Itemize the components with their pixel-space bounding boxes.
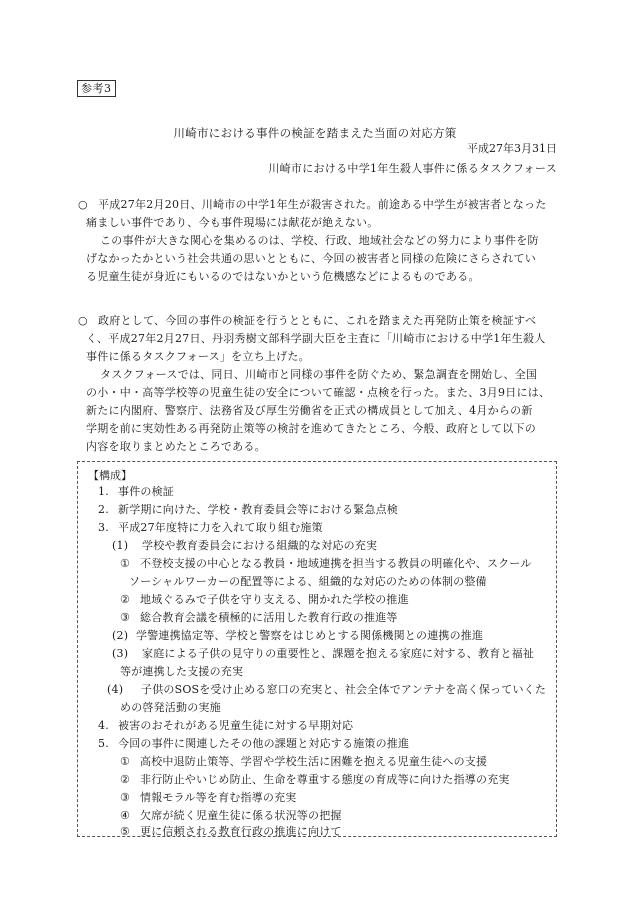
item-text: 子供のSOSを受け止める窓口の充実と、社会全体でアンテナを高く保っていくた [141,683,547,696]
structure-item [120,771,510,789]
bullet-mark: ○ [78,198,88,211]
structure-item [120,591,409,609]
item-text: 不登校支援の中心となる教員・地域連携を担当する教員の明確化や、スクール [140,557,532,570]
item-text: 今回の事件に関連したその他の課題と対応する施策の推進 [118,737,410,750]
structure-item [120,753,487,771]
item-text: 情報モラル等を育む指導の充実 [140,791,297,804]
item-number: (4) [107,683,124,696]
item-text: 事件の検証 [118,485,174,498]
structure-item [120,663,243,681]
item-number: ② [120,593,131,606]
paragraph-line: げなかったかという社会共通の思いとともに、今回の被害者と同様の危険にさらされてい [86,252,536,265]
item-text: 総合教育会議を積極的に活用した教育行政の推進等 [140,611,398,624]
item-number: ① [120,755,131,768]
item-number: (1) [112,539,129,552]
structure-item [112,537,377,555]
structure-item [98,483,174,501]
item-text: 地域ぐるみで子供を守り支える、開かれた学校の推進 [140,593,409,606]
paragraph-line: タスクフォースでは、同日、川崎市と同様の事件を防ぐため、緊急調査を開始し、全国 [100,368,538,381]
paragraph-line: この事件が大きな関心を集めるのは、学校、行政、地域社会などの努力により事件を防 [100,234,539,247]
item-text: 更に信頼される教育行政の推進に向けて [140,825,342,838]
structure-item [98,735,409,753]
item-text: 家庭による子供の見守りの重要性と、課題を抱える家庭に対する、教育と福祉 [142,647,534,660]
document-title: 川崎市における事件の検証を踏まえた当面の対応方策 [173,126,457,140]
structure-item [112,645,534,663]
paragraph-line: 事件に係るタスクフォース」を立ち上げた。 [86,350,310,363]
structure-item [129,573,487,591]
structure-item [112,627,483,645]
item-number: 4. [98,719,109,732]
item-number: 3. [98,521,109,534]
bullet-mark: ○ [78,314,88,327]
structure-item [107,681,546,699]
item-text: 新学期に向けた、学校・教育委員会等における緊急点検 [118,503,398,516]
item-number: ② [120,773,131,786]
item-number: (2) [112,629,129,642]
paragraph-line: の小・中・高等学校等の児童生徒の安全について確認・点検を行った。また、3月9日には、 [86,386,551,399]
paragraph-line: 学期を前に実効性ある再発防止策等の検討を進めてきたところ、今般、政府として以下の [86,422,536,435]
paragraph-line: 政府として、今回の事件の検証を行うとともに、これを踏まえた再発防止策を検証すべ [98,314,537,327]
structure-item [120,789,296,807]
structure-item [98,519,323,537]
paragraph-line: く、平成27年2月27日、丹羽秀樹文部科学副大臣を主査に「川崎市における中学1年生殺人 [86,332,546,345]
paragraph-line: 内容を取りまとめたところである。 [86,440,266,453]
paragraph-2 [78,312,558,456]
document-date: 平成27年3月31日 [467,142,557,155]
item-number: 5. [98,737,109,750]
item-text: 高校中退防止策等、学習や学校生活に困難を抱える児童生徒への支援 [140,755,488,768]
paragraph-1 [78,196,558,286]
item-text: 学警連携協定等、学校と警察をはじめとする関係機関との連携の推進 [136,629,484,642]
item-text: 等が連携した支援の充実 [120,665,244,678]
structure-item [98,717,353,735]
paragraph-line: 新たに内閣府、警察庁、法務省及び厚生労働省を正式の構成員として加え、4月からの新 [86,404,533,417]
structure-heading: 【構成】 [88,469,132,482]
structure-item [120,609,398,627]
structure-item [120,555,532,573]
item-text: 非行防止やいじめ防止、生命を尊重する態度の育成等に向けた指導の充実 [140,773,510,786]
item-text: 学校や教育委員会における組織的な対応の充実 [142,539,378,552]
item-text: 平成27年度特に力を入れて取り組む施策 [118,521,323,534]
item-text: めの啓発活動の実施 [120,701,221,714]
item-text: ソーシャルワーカーの配置等による、組織的な対応のための体制の整備 [129,575,487,588]
paragraph-line: 平成27年2月20日、川崎市の中学1年生が殺害された。前途ある中学生が被害者となった [98,198,547,211]
item-text: 欠席が続く児童生徒に係る状況等の把握 [140,809,342,822]
item-number: ③ [120,611,131,624]
item-number: (3) [112,647,129,660]
item-number: 1. [98,485,109,498]
structure-item [120,823,342,841]
structure-item [120,699,221,717]
structure-item [98,501,398,519]
paragraph-line: る児童生徒が身近にもいるのではないかという危機感などによるものである。 [86,270,480,283]
item-number: ⑤ [120,825,131,838]
item-number: 2. [98,503,109,516]
item-text: 被害のおそれがある児童生徒に対する早期対応 [118,719,354,732]
item-number: ① [120,557,131,570]
reference-label: 参考3 [77,80,116,97]
document-author: 川崎市における中学1年生殺人事件に係るタスクフォース [268,162,557,175]
paragraph-line: 痛ましい事件であり、今も事件現場には献花が絶えない。 [86,216,379,229]
item-number: ④ [120,809,131,822]
item-number: ③ [120,791,131,804]
